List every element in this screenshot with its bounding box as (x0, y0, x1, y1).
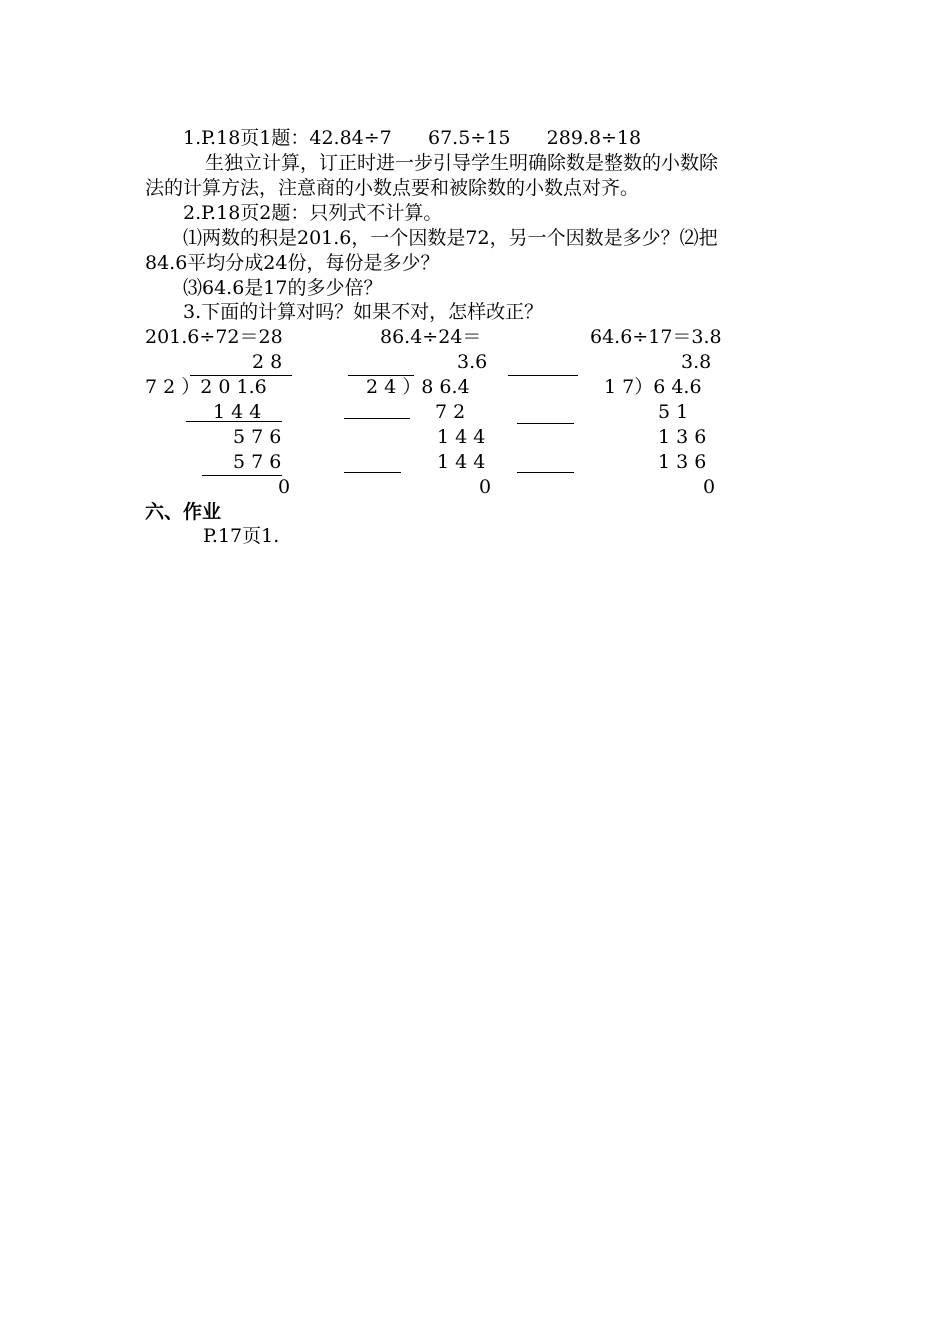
homework-text: P.17页1. (203, 525, 280, 547)
exercise-2-sub2: 84.6平均分成24份，每份是多少？ (145, 252, 440, 274)
calc3-step3: 1 3 6 (658, 451, 707, 473)
exercise-2-sub1: ⑴两数的积是201.6，一个因数是72，另一个因数是多少？⑵把 (183, 227, 718, 249)
exercise-3-line: 3.下面的计算对吗？如果不对，怎样改正？ (183, 301, 544, 323)
exercise-2-sub3: ⑶64.6是17的多少倍？ (183, 277, 383, 299)
instruction-line-1: 生独立计算，订正时进一步引导学生明确除数是整数的小数除 (205, 152, 719, 174)
calc2-equation: 86.4÷24＝ (380, 326, 482, 348)
calc1-step1-line (186, 421, 282, 422)
calc2-step3: 1 4 4 (437, 451, 486, 473)
calc1-divisor-dividend: 7 2 ）2 0 1.6 (145, 376, 267, 398)
calc1-remainder: 0 (278, 476, 291, 498)
calc2-remainder: 0 (479, 476, 492, 498)
calc3-remainder: 0 (703, 476, 716, 498)
calc2-quotient: 3.6 (457, 351, 488, 373)
calc2-blank-3 (517, 423, 574, 424)
calc1-quotient: 2 8 (252, 351, 283, 373)
calc3-step1: 5 1 (658, 401, 689, 423)
calc1-step3: 5 7 6 (233, 451, 282, 473)
section-title-homework: 六、作业 (145, 501, 222, 523)
calc3-equation: 64.6÷17＝3.8 (590, 326, 722, 348)
exercise-2-line: 2.P.18页2题：只列式不计算。 (183, 202, 443, 224)
calc1-step3-line (202, 475, 282, 476)
calc3-quotient: 3.8 (681, 351, 712, 373)
calc2-blank-2 (344, 418, 410, 419)
calc1-step1: 1 4 4 (213, 401, 262, 423)
calc3-divisor-dividend: 1 7）6 4.6 (604, 376, 702, 398)
calc2-divisor-dividend: 2 4 ）8 6.4 (366, 376, 470, 398)
calc2-step2: 1 4 4 (437, 426, 486, 448)
exercise-1-line: 1.P.18页1题：42.84÷7 67.5÷15 289.8÷18 (183, 127, 642, 149)
calc1-equation: 201.6÷72＝28 (145, 326, 283, 348)
calc1-step2: 5 7 6 (233, 426, 282, 448)
calc2-step1: 7 2 (435, 401, 466, 423)
calc3-step2: 1 3 6 (658, 426, 707, 448)
instruction-line-2: 法的计算方法，注意商的小数点要和被除数的小数点对齐。 (145, 177, 640, 199)
calc2-blank-1 (508, 375, 578, 376)
calc2-blank-5 (517, 472, 574, 473)
calc2-blank-4 (344, 472, 401, 473)
